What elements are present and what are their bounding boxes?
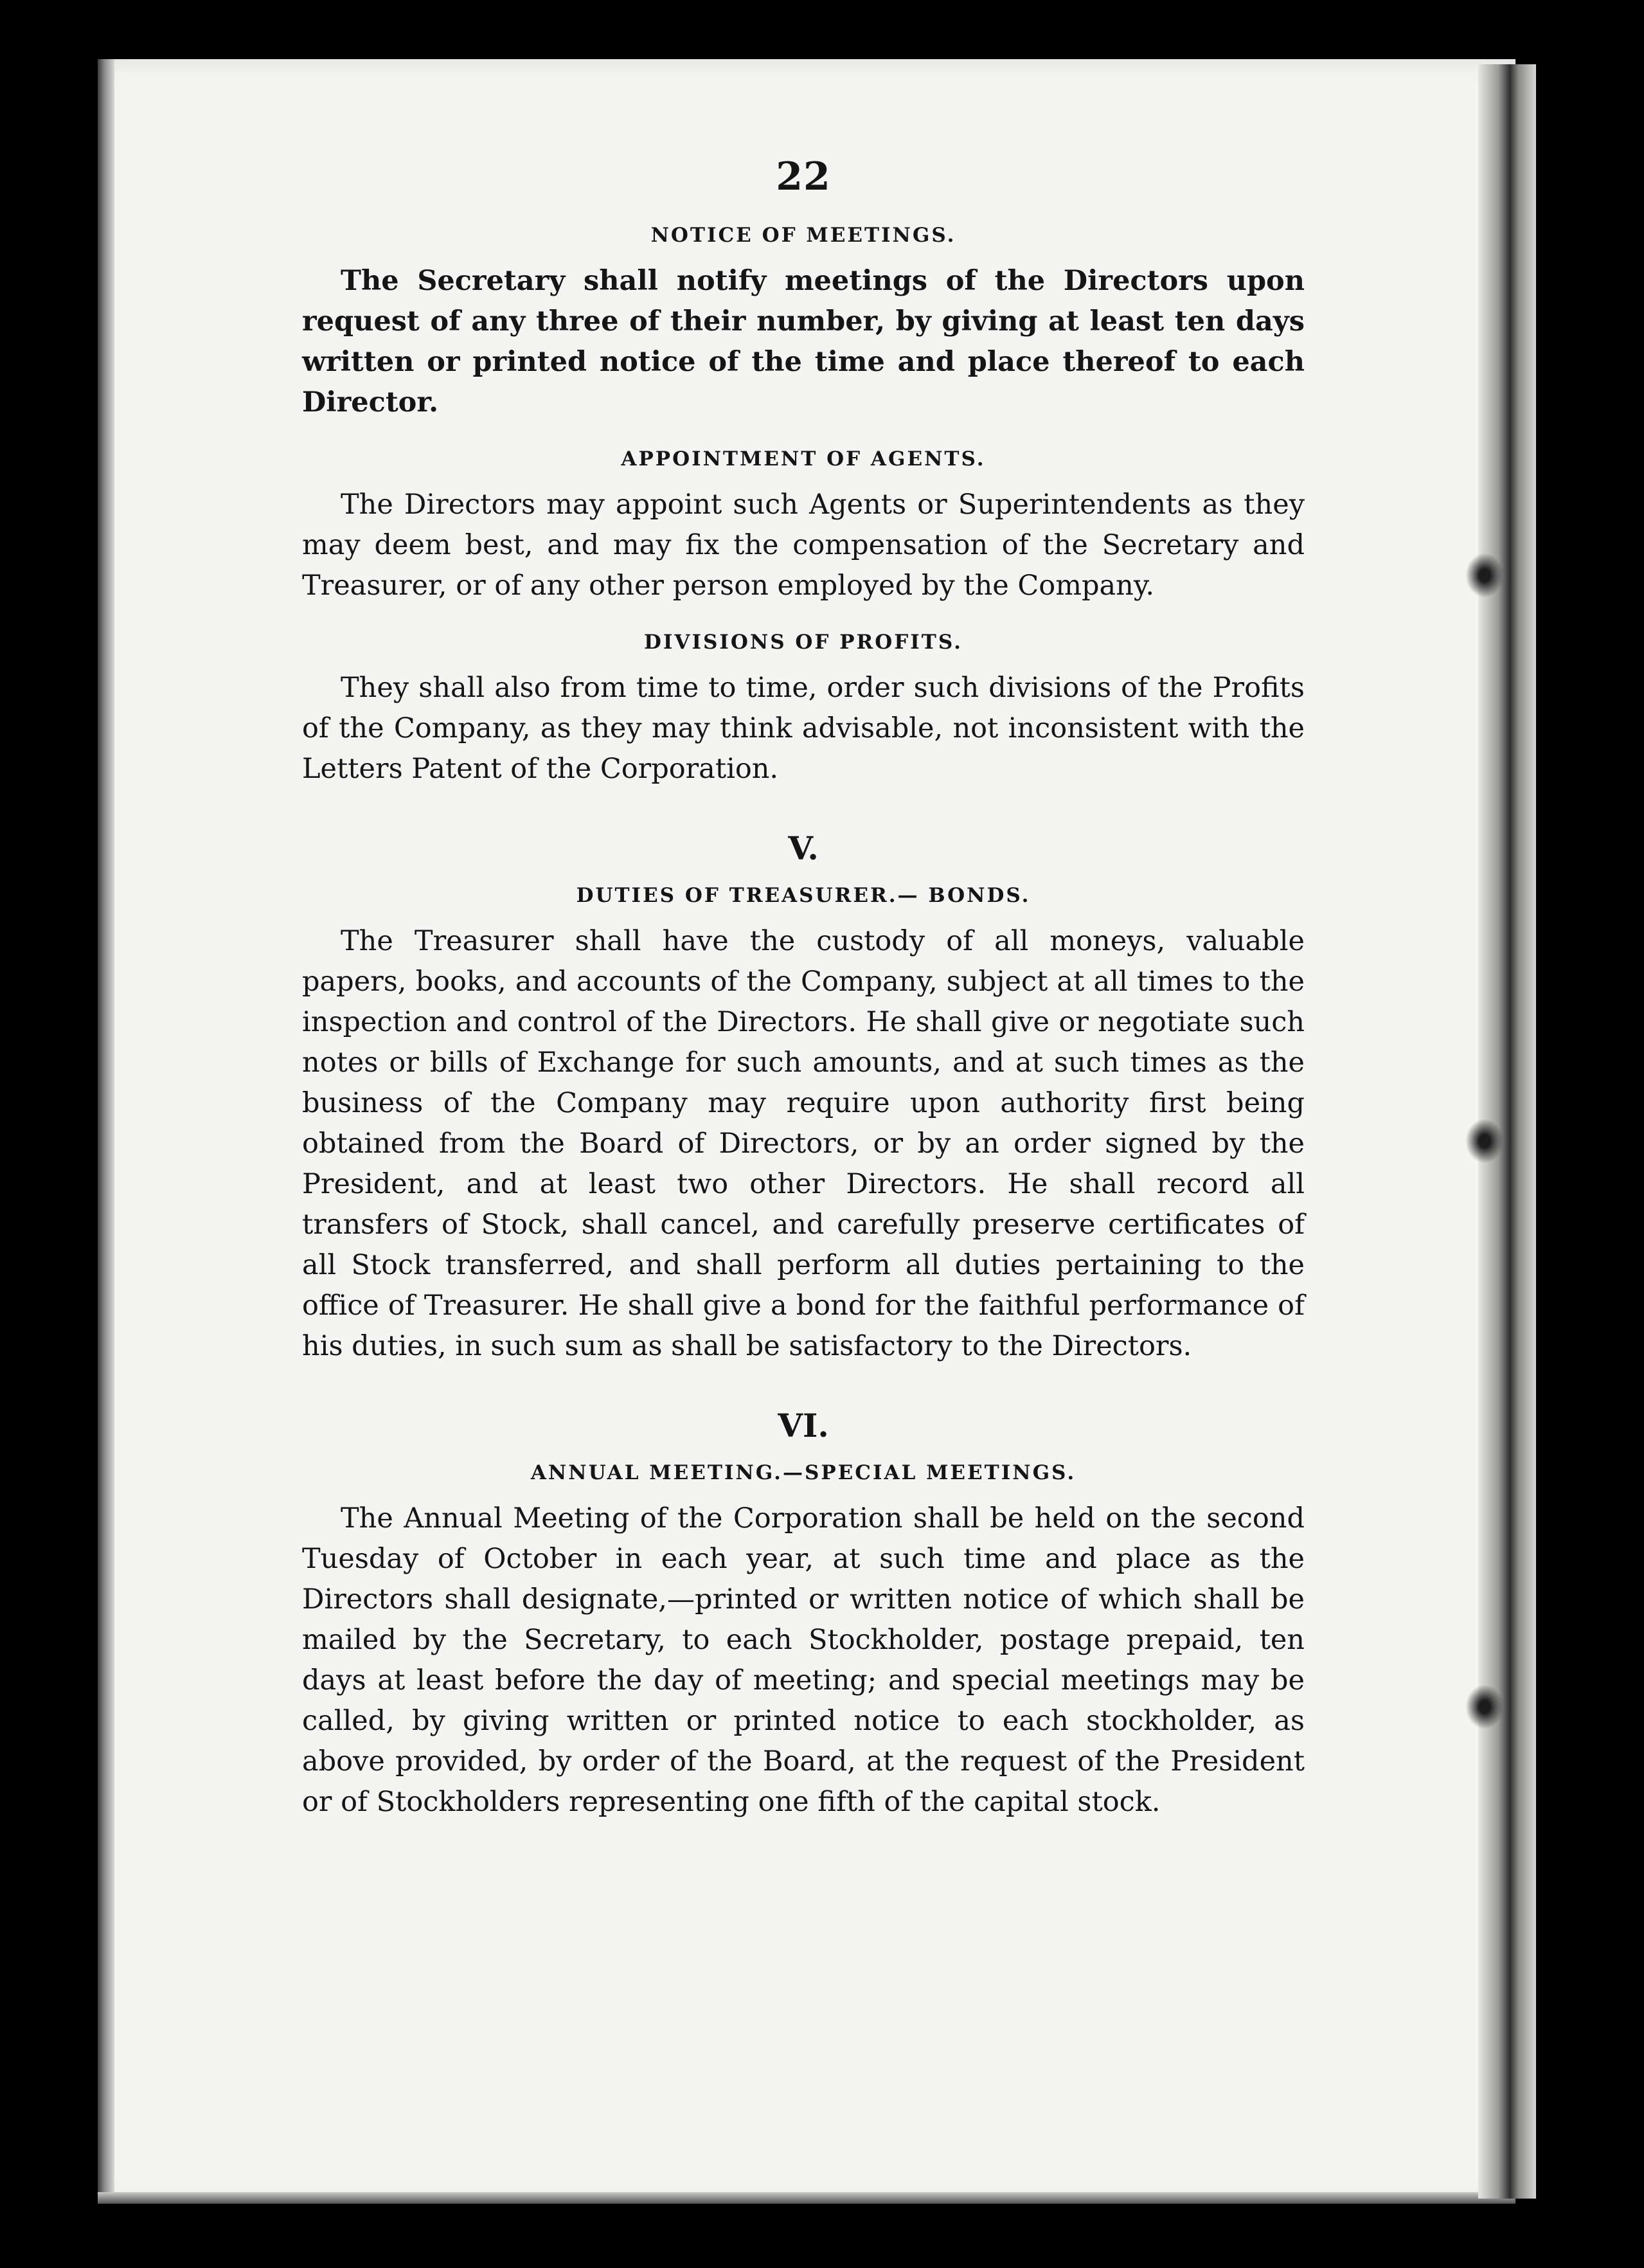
paragraph-appointment-of-agents: The Directors may appoint such Agents or Superintendents as they may deem best, and may fix the compensation of the Secretary and Treasurer, or of any other person employed by the Company. [302,489,1305,602]
binding-thread-mark [1465,1684,1504,1729]
section-heading-annual-meeting: ANNUAL MEETING.—SPECIAL MEETINGS. [530,1461,1077,1484]
section-heading-duties-of-treasurer: DUTIES OF TREASURER.— BONDS. [576,884,1031,907]
article-numeral-v: V. [788,829,819,867]
paragraph-annual-meeting: The Annual Meeting of the Corporation shall be held on the second Tuesday of October in each year, at such time and place as the Directors shall designate,—printed or written notice of which shall be mailed by the Secretary, to each Stockholder, postage prepaid, ten days at least before the day of meeting; and special meetings may be called, by giving written or printed notice to each stockholder, as above provided, by order of the Board, at the request of the President or of Stockholders representing one fifth of the capital stock. [302,1502,1305,1818]
binding-thread-mark [1465,1119,1504,1164]
page-left-edge [98,59,114,2204]
section-heading-divisions-of-profits: DIVISIONS OF PROFITS. [644,631,963,654]
section-heading-notice-of-meetings: NOTICE OF MEETINGS. [650,224,956,247]
paragraph-divisions-of-profits: They shall also from time to time, order such divisions of the Profits of the Company, as they may think advisable, not inconsistent with the Letters Patent of the Corporation. [302,672,1305,785]
section-heading-appointment-of-agents: APPOINTMENT OF AGENTS. [621,447,986,471]
page-bottom-edge [98,2192,1515,2204]
page-text [302,154,1305,1847]
article-numeral-vi: VI. [778,1407,829,1444]
paragraph-duties-of-treasurer: The Treasurer shall have the custody of all moneys, valuable papers, books, and accounts of the Company, subject at all times to the inspection and control of the Directors. He shall give or negotiate such notes or bills of Exchange for such amounts, and at such times as the business of the Company may require upon authority first being obtained from the Board of Directors, or by an order signed by the President, and at least two other Directors. He shall record all transfers of Stock, shall cancel, and carefully preserve certificates of all Stock transferred, and shall perform all duties pertaining to the office of Treasurer. He shall give a bond for the faithful performance of his duties, in such sum as shall be satisfactory to the Directors. [302,925,1305,1362]
binding-thread-mark [1465,553,1504,598]
paragraph-notice-of-meetings: The Secretary shall notify meetings of the Directors upon request of any three of their number, by giving at least ten days written or printed notice of the time and place thereof to each Director. [302,265,1305,419]
page-number: 22 [776,154,831,199]
